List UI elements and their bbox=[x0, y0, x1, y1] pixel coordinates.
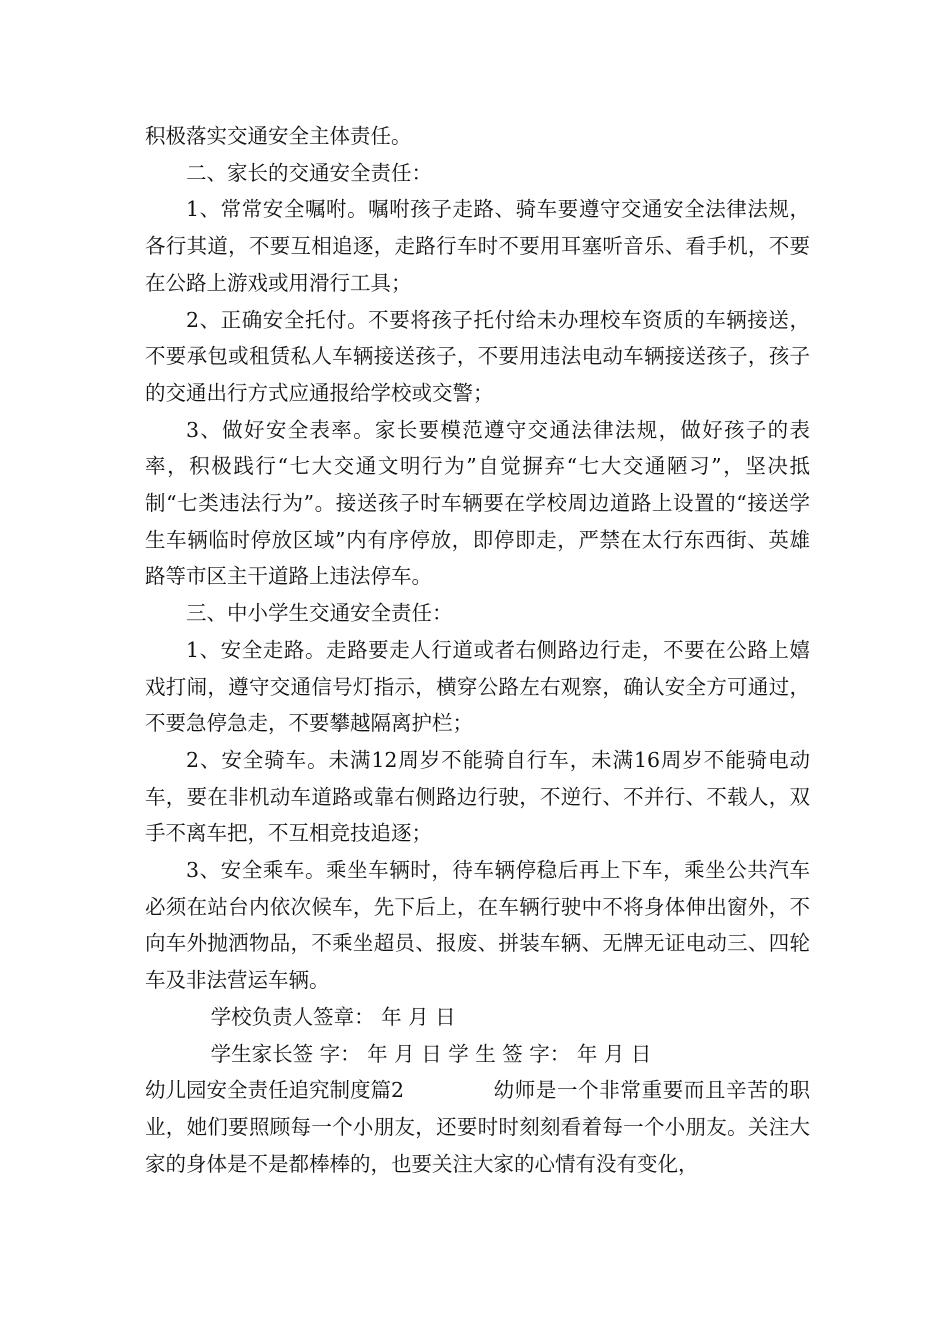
student-signature-label: 学 生 签 字： bbox=[448, 1041, 571, 1066]
paragraph-parent-item-2: 2、正确安全托付。不要将孩子托付给未办理校车资质的车辆接送，不要承包或租赁私人车辆接送孩子，不要用违法电动车辆接送孩子，孩子的交通出行方式应通报给学校或交警； bbox=[145, 307, 810, 405]
paragraph-parent-item-3: 3、做好安全表率。家长要模范遵守交通法律法规，做好孩子的表率，积极践行“七大交通文明行为”自觉摒弃“七大交通陋习”，坚决抵制“七类违法行为”。接送孩子时车辆要在学校周边道路上设置的“接送学生车辆临时停放区域”内有序停放，即停即走，严禁在太行东西街、英雄路等市区主干道路上违法停车。 bbox=[145, 417, 810, 589]
signature-row-parent-student bbox=[145, 1036, 810, 1073]
paragraph-student-item-1: 1、安全走路。走路要走人行道或者右侧路边行走，不要在公路上嬉戏打闹，遵守交通信号灯指示，横穿公路左右观察，确认安全方可通过，不要急停急走，不要攀越隔离护栏； bbox=[145, 637, 810, 736]
school-signature-label: 学校负责人签章： bbox=[210, 1004, 375, 1029]
paragraph-parent-item-1: 1、常常安全嘱咐。嘱咐孩子走路、骑车要遵守交通安全法律法规，各行其道，不要互相追逐，走路行车时不要用耳塞听音乐、看手机，不要在公路上游戏或用滑行工具； bbox=[145, 197, 810, 295]
parent-signature-date: 年 月 日 bbox=[367, 1041, 442, 1066]
paragraph-continuation: 积极落实交通安全主体责任。 bbox=[145, 124, 412, 148]
next-section-title: 幼儿园安全责任追究制度篇2 bbox=[145, 1078, 405, 1103]
paragraph-student-item-3: 3、安全乘车。乘坐车辆时，待车辆停稳后再上下车，乘坐公共汽车必须在站台内依次候车，先下后上，在车辆行驶中不将身体伸出窗外，不向车外抛洒物品，不乘坐超员、报废、拼装车辆、无牌无证电动三、四轮车及非法营运车辆。 bbox=[145, 858, 810, 993]
next-section-paragraph bbox=[145, 1072, 810, 1182]
parent-signature-label: 学生家长签 字： bbox=[210, 1041, 361, 1066]
document-body bbox=[145, 118, 810, 1182]
section-heading-students: 三、中小学生交通安全责任： bbox=[186, 601, 453, 626]
student-signature-date: 年 月 日 bbox=[576, 1041, 652, 1066]
signature-row-school bbox=[145, 999, 810, 1036]
next-section-text: 幼师是一个非常重要而且辛苦的职业，她们要照顾每一个小朋友，还要时时刻刻看着每一个小朋友。关注大家的身体是不是都棒棒的，也要关注大家的心情有没有变化， bbox=[145, 1078, 810, 1176]
section-heading-parents: 二、家长的交通安全责任： bbox=[186, 160, 432, 185]
paragraph-student-item-2: 2、安全骑车。未满12周岁不能骑自行车，未满16周岁不能骑电动车，要在非机动车道路或靠右侧路边行驶，不逆行、不并行、不载人，双手不离车把，不互相竞技追逐； bbox=[145, 747, 810, 846]
school-signature-date: 年 月 日 bbox=[381, 1004, 456, 1029]
